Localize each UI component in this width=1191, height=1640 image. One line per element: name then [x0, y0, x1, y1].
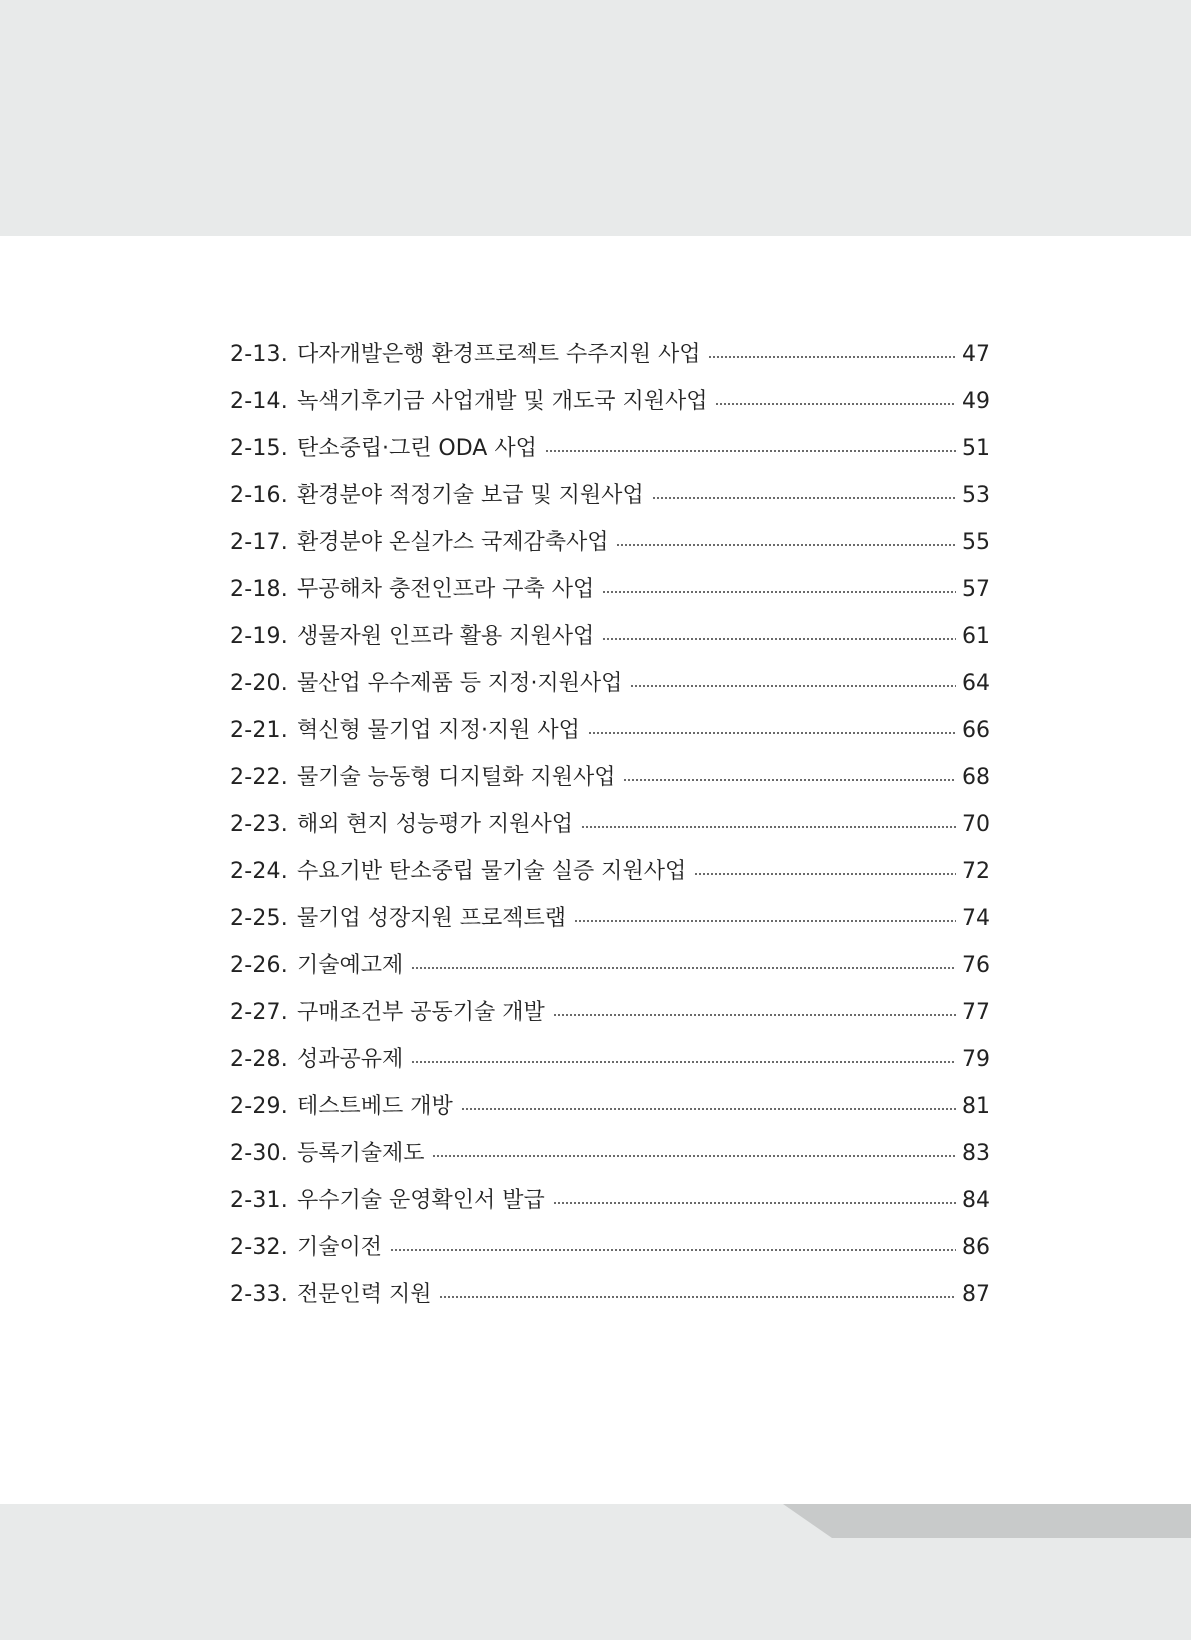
toc-entry-number: 2-24.	[230, 859, 288, 884]
bottom-footer-band	[0, 1504, 1191, 1640]
toc-entry-page-number: 57	[962, 577, 990, 602]
toc-entry-page-number: 87	[962, 1282, 990, 1307]
toc-entry-title: 물산업 우수제품 등 지정·지원사업	[296, 671, 623, 696]
dot-leader	[432, 1155, 956, 1157]
toc-entry-page-number: 76	[962, 953, 990, 978]
toc-entry	[230, 801, 990, 848]
dot-leader	[390, 1249, 956, 1251]
toc-entry	[230, 895, 990, 942]
toc-entry-page-number: 79	[962, 1047, 990, 1072]
toc-entry-number: 2-18.	[230, 577, 288, 602]
toc-entry-number: 2-20.	[230, 671, 288, 696]
toc-entry-page-number: 77	[962, 1000, 990, 1025]
dot-leader	[715, 403, 956, 405]
toc-entry-title: 해외 현지 성능평가 지원사업	[296, 812, 573, 837]
dot-leader	[461, 1108, 956, 1110]
toc-entry	[230, 378, 990, 425]
toc-entry-number: 2-31.	[230, 1188, 288, 1213]
toc-entry	[230, 566, 990, 613]
toc-entry-title: 수요기반 탄소중립 물기술 실증 지원사업	[296, 859, 687, 884]
toc-entry-title: 기술예고제	[296, 953, 404, 978]
toc-entry	[230, 660, 990, 707]
toc-entry-page-number: 74	[962, 906, 990, 931]
toc-entry	[230, 942, 990, 989]
table-of-contents	[230, 331, 990, 1318]
toc-entry-title: 환경분야 적정기술 보급 및 지원사업	[296, 483, 644, 508]
toc-entry-number: 2-22.	[230, 765, 288, 790]
toc-entry	[230, 331, 990, 378]
dot-leader	[602, 638, 956, 640]
dot-leader	[708, 356, 956, 358]
toc-entry-number: 2-15.	[230, 436, 288, 461]
dot-leader	[581, 826, 956, 828]
toc-entry-title: 환경분야 온실가스 국제감축사업	[296, 530, 609, 555]
dot-leader	[630, 685, 956, 687]
toc-entry-page-number: 86	[962, 1235, 990, 1260]
toc-entry-title: 생물자원 인프라 활용 지원사업	[296, 624, 595, 649]
toc-entry-title: 탄소중립·그린 ODA 사업	[296, 436, 537, 461]
toc-entry	[230, 519, 990, 566]
toc-entry-number: 2-27.	[230, 1000, 288, 1025]
dot-leader	[623, 779, 956, 781]
toc-entry-number: 2-13.	[230, 342, 288, 367]
toc-entry-page-number: 66	[962, 718, 990, 743]
toc-entry	[230, 1224, 990, 1271]
dot-leader	[439, 1296, 956, 1298]
toc-entry-title: 전문인력 지원	[296, 1282, 432, 1307]
toc-entry-page-number: 51	[962, 436, 990, 461]
toc-entry-title: 물기업 성장지원 프로젝트랩	[296, 906, 566, 931]
toc-entry	[230, 472, 990, 519]
toc-entry-title: 테스트베드 개방	[296, 1094, 453, 1119]
toc-entry-title: 물기술 능동형 디지털화 지원사업	[296, 765, 616, 790]
toc-entry-number: 2-25.	[230, 906, 288, 931]
toc-entry-page-number: 55	[962, 530, 990, 555]
toc-entry-page-number: 84	[962, 1188, 990, 1213]
footer-tab-shape	[0, 1504, 1191, 1544]
toc-entry-number: 2-32.	[230, 1235, 288, 1260]
toc-entry-title: 혁신형 물기업 지정·지원 사업	[296, 718, 580, 743]
toc-entry	[230, 989, 990, 1036]
dot-leader	[545, 450, 956, 452]
dot-leader	[411, 1061, 956, 1063]
dot-leader	[652, 497, 956, 499]
toc-entry-title: 녹색기후기금 사업개발 및 개도국 지원사업	[296, 389, 708, 414]
toc-entry-page-number: 49	[962, 389, 990, 414]
toc-entry	[230, 1130, 990, 1177]
toc-entry-page-number: 70	[962, 812, 990, 837]
toc-entry-title: 성과공유제	[296, 1047, 404, 1072]
toc-entry-page-number: 72	[962, 859, 990, 884]
toc-entry-number: 2-33.	[230, 1282, 288, 1307]
toc-entry-number: 2-26.	[230, 953, 288, 978]
toc-entry-number: 2-14.	[230, 389, 288, 414]
toc-entry	[230, 1036, 990, 1083]
toc-entry-page-number: 47	[962, 342, 990, 367]
toc-entry	[230, 1177, 990, 1224]
toc-entry-number: 2-17.	[230, 530, 288, 555]
toc-entry	[230, 848, 990, 895]
toc-entry-number: 2-16.	[230, 483, 288, 508]
dot-leader	[616, 544, 956, 546]
toc-entry-page-number: 61	[962, 624, 990, 649]
toc-entry-number: 2-23.	[230, 812, 288, 837]
toc-entry-number: 2-29.	[230, 1094, 288, 1119]
toc-entry-title: 기술이전	[296, 1235, 382, 1260]
toc-entry	[230, 1271, 990, 1318]
toc-entry	[230, 754, 990, 801]
toc-entry-number: 2-21.	[230, 718, 288, 743]
toc-entry-title: 등록기술제도	[296, 1141, 425, 1166]
top-header-band	[0, 0, 1191, 236]
toc-entry-number: 2-19.	[230, 624, 288, 649]
dot-leader	[553, 1014, 956, 1016]
dot-leader	[553, 1202, 956, 1204]
toc-entry	[230, 425, 990, 472]
toc-entry-page-number: 81	[962, 1094, 990, 1119]
dot-leader	[411, 967, 956, 969]
toc-entry-page-number: 68	[962, 765, 990, 790]
toc-entry-title: 우수기술 운영확인서 발급	[296, 1188, 545, 1213]
toc-entry-page-number: 53	[962, 483, 990, 508]
toc-entry-title: 다자개발은행 환경프로젝트 수주지원 사업	[296, 342, 701, 367]
dot-leader	[574, 920, 956, 922]
dot-leader	[602, 591, 956, 593]
toc-entry-page-number: 64	[962, 671, 990, 696]
toc-entry	[230, 613, 990, 660]
dot-leader	[694, 873, 956, 875]
toc-entry	[230, 1083, 990, 1130]
toc-entry-number: 2-28.	[230, 1047, 288, 1072]
dot-leader	[588, 732, 956, 734]
toc-entry-title: 무공해차 충전인프라 구축 사업	[296, 577, 595, 602]
toc-entry-number: 2-30.	[230, 1141, 288, 1166]
toc-entry-page-number: 83	[962, 1141, 990, 1166]
toc-entry	[230, 707, 990, 754]
toc-entry-title: 구매조건부 공동기술 개발	[296, 1000, 545, 1025]
